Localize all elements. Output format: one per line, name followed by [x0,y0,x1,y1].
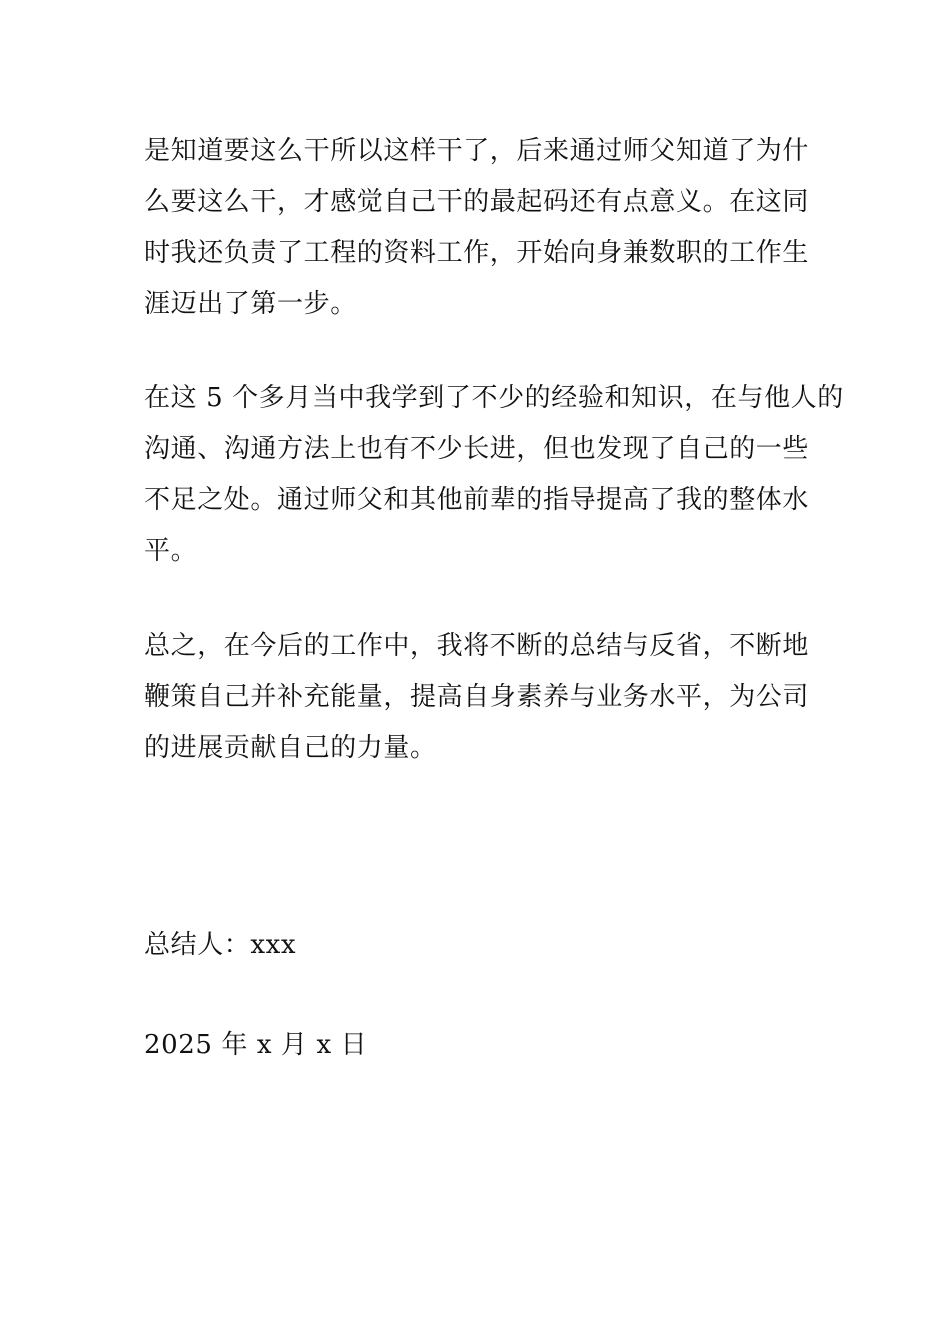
paragraph-line: 在这 5 个多月当中我学到了不少的经验和知识，在与他人的 [144,383,844,413]
paragraph-line: 不足之处。通过师父和其他前辈的指导提高了我的整体水 [144,485,810,515]
paragraph-2 [144,373,844,577]
date-text: 2025 年 x 月 x 日 [144,1030,368,1060]
signer-text: 总结人：xxx [144,930,297,960]
paragraph-line: 沟通、沟通方法上也有不少长进，但也发现了自己的一些 [144,434,810,464]
paragraph-1 [144,126,808,330]
paragraph-3 [144,621,808,774]
paragraph-line: 鞭策自己并补充能量，提高自身素养与业务水平，为公司 [144,682,810,712]
paragraph-line: 时我还负责了工程的资料工作，开始向身兼数职的工作生 [144,238,810,268]
paragraph-line: 么要这么干，才感觉自己干的最起码还有点意义。在这同 [144,187,810,217]
signer-line [144,920,808,971]
paragraph-line: 涯迈出了第一步。 [144,289,357,319]
paragraph-line: 是知道要这么干所以这样干了，后来通过师父知道了为什 [144,136,810,166]
date-line [144,1020,808,1071]
paragraph-line: 总之，在今后的工作中，我将不断的总结与反省，不断地 [144,631,810,661]
paragraph-line: 的进展贡献自己的力量。 [144,733,437,763]
paragraph-line: 平。 [144,536,198,566]
